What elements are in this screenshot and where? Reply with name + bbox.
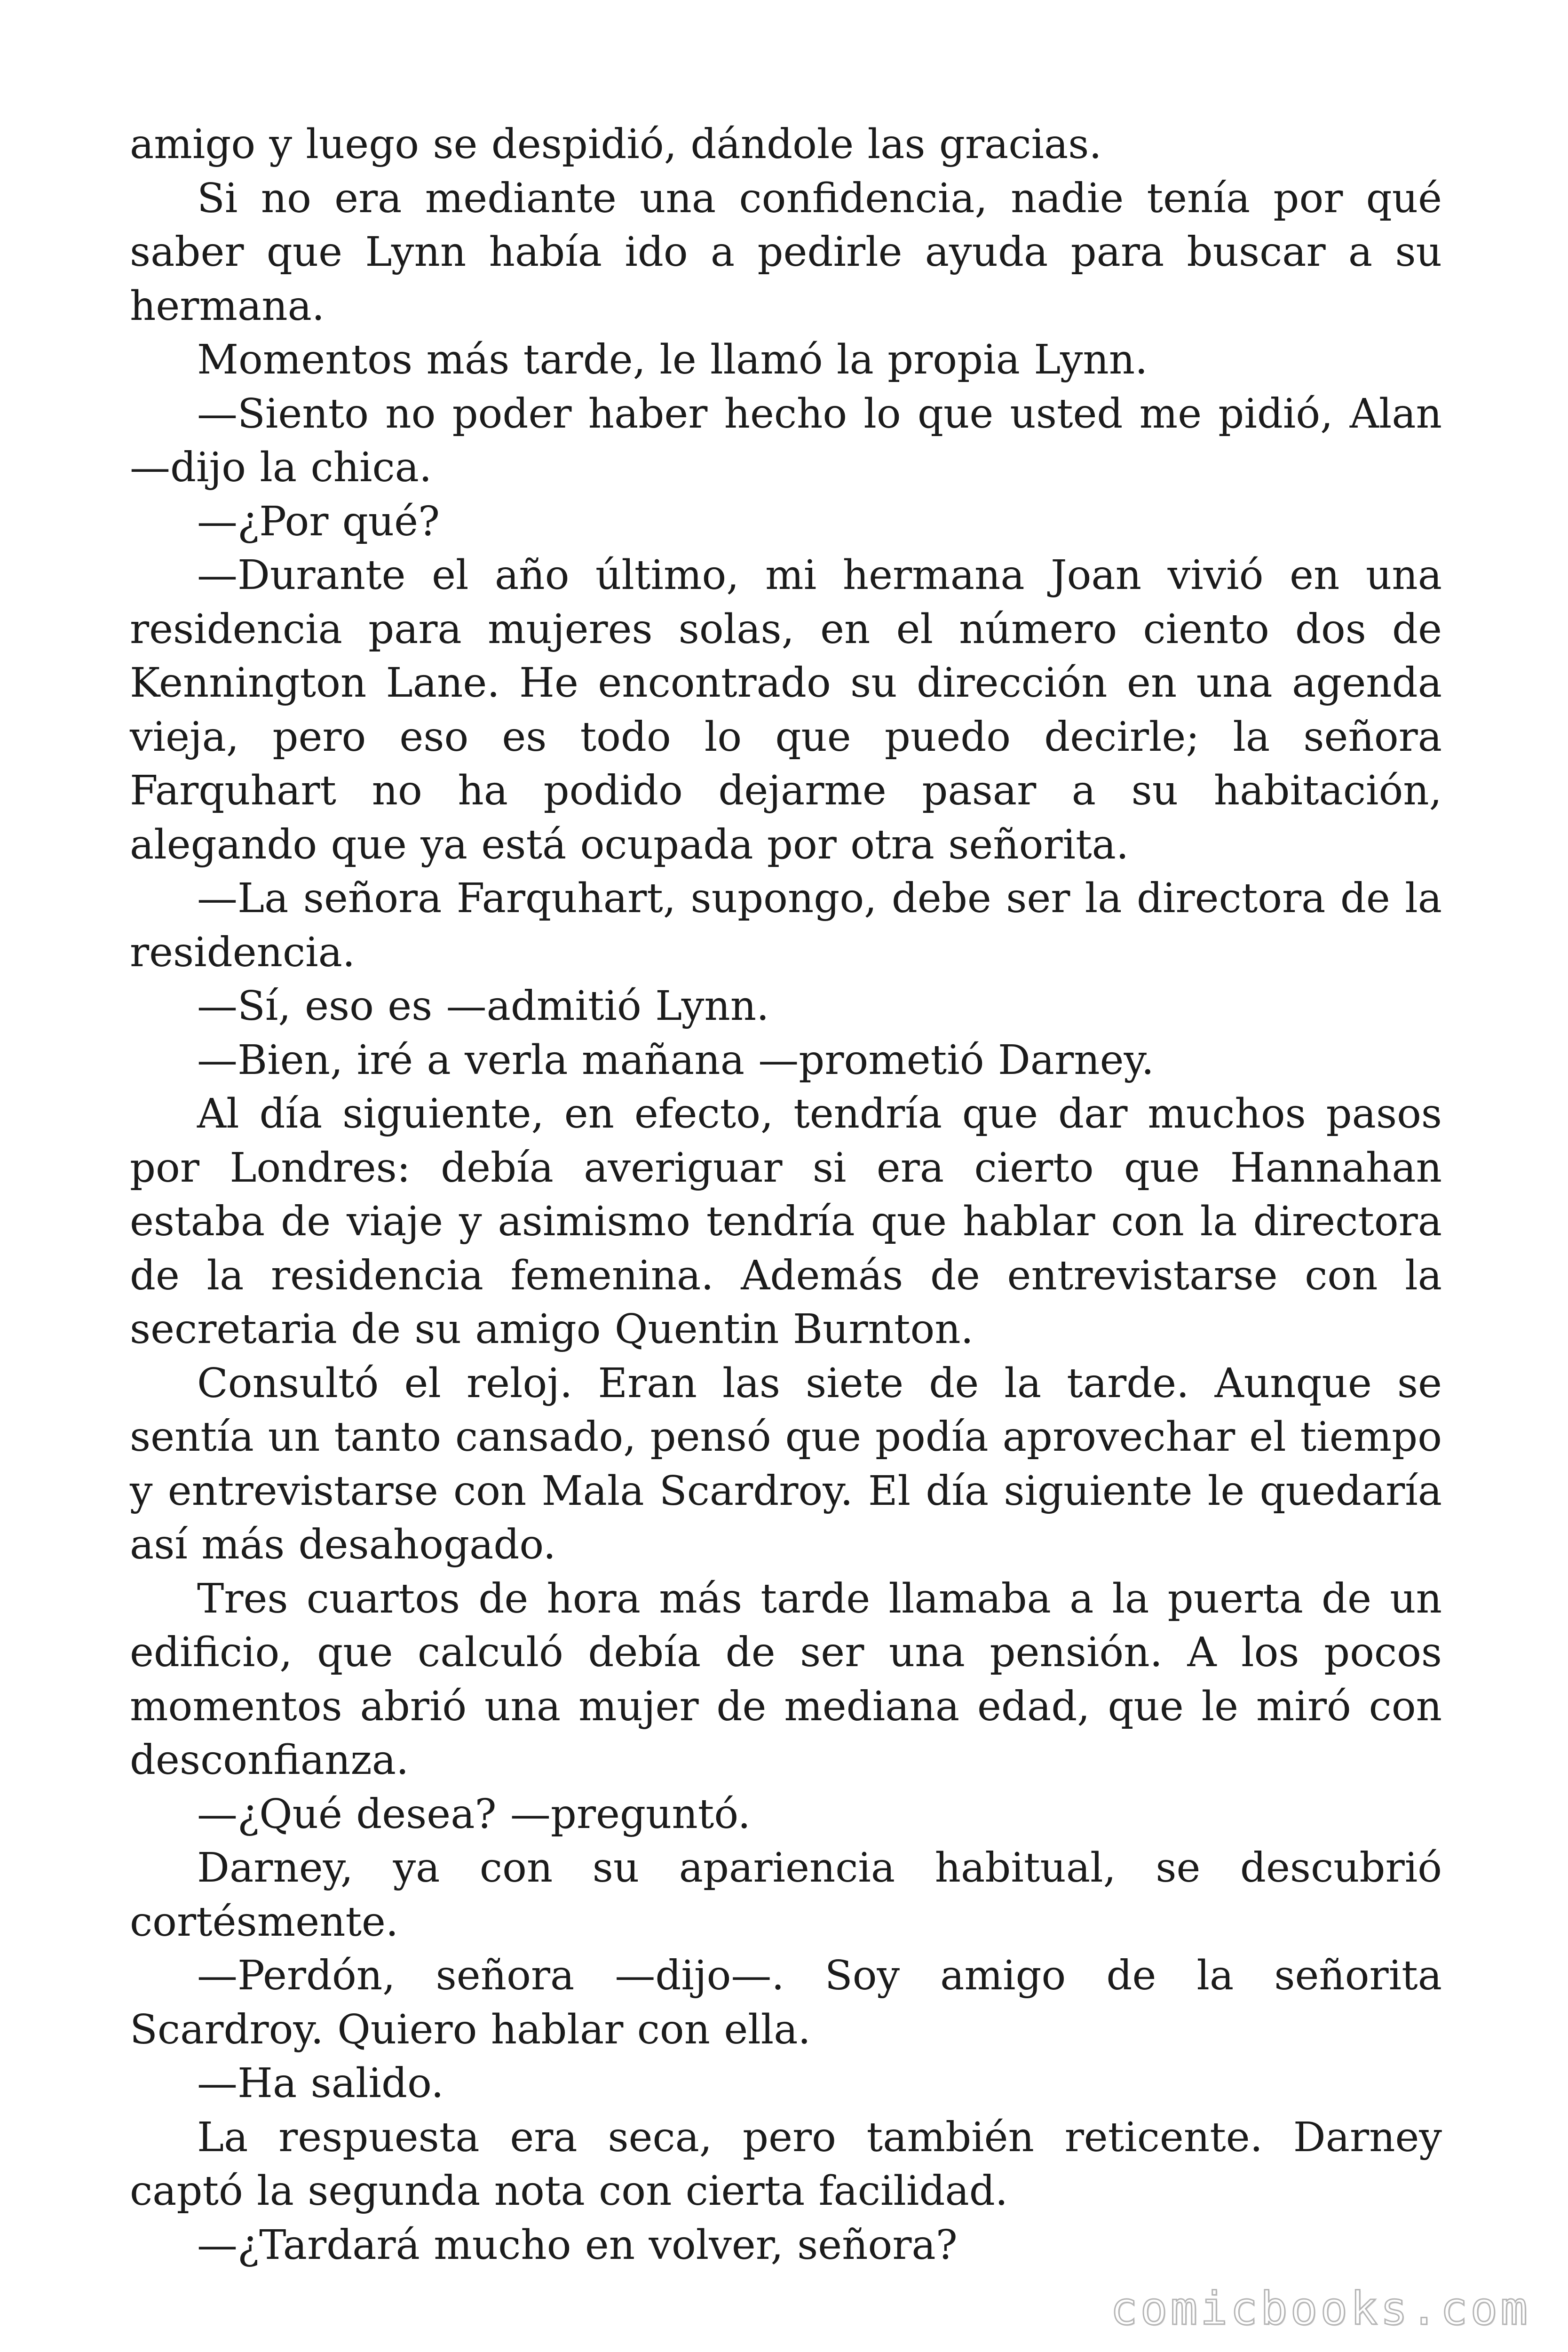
paragraph: Al día siguiente, en efecto, tendría que dar muchos pasos por Londres: debía averiguar si era cierto que Hannahan estaba de viaje y asimismo tendría que hablar con la directora de la residencia femenina. Además de entrevistarse con la secretaria de su amigo Quentin Burnton. xyxy=(130,1090,1442,1353)
paragraph: Tres cuartos de hora más tarde llamaba a la puerta de un edificio, que calculó debía de ser una pensión. A los pocos momentos abrió una mujer de mediana edad, que le miró con desconfianza. xyxy=(130,1575,1442,1784)
paragraph: —Bien, iré a verla mañana —prometió Darney. xyxy=(197,1036,1154,1084)
watermark: comicbooks.com xyxy=(1110,2282,1530,2335)
paragraph: —Ha salido. xyxy=(197,2060,444,2107)
paragraph: —Siento no poder haber hecho lo que usted me pidió, Alan —dijo la chica. xyxy=(130,390,1442,491)
paragraph: —Durante el año último, mi hermana Joan vivió en una residencia para mujeres solas, en el número ciento dos de Kennington Lane. He encontrado su dirección en una agenda vieja, pero eso es todo lo que puedo decirle; la señora Farquhart no ha podido dejarme pasar a su habitación, alegando que ya está ocupada por otra señorita. xyxy=(130,552,1442,868)
paragraph: Si no era mediante una confidencia, nadie tenía por qué saber que Lynn había ido a pedirle ayuda para buscar a su hermana. xyxy=(130,175,1442,330)
paragraph: Momentos más tarde, le llamó la propia Lynn. xyxy=(197,336,1148,383)
paragraph: —Perdón, señora —dijo—. Soy amigo de la señorita Scardroy. Quiero hablar con ella. xyxy=(130,1952,1442,2053)
paragraph: Consultó el reloj. Eran las siete de la tarde. Aunque se sentía un tanto cansado, pensó que podía aprovechar el tiempo y entrevistarse con Mala Scardroy. El día siguiente le quedaría así más desahogado. xyxy=(130,1359,1442,1568)
paragraph: Darney, ya con su apariencia habitual, se descubrió cortésmente. xyxy=(130,1844,1442,1946)
paragraph: —Sí, eso es —admitió Lynn. xyxy=(197,983,769,1030)
paragraph: —¿Tardará mucho en volver, señora? xyxy=(197,2221,958,2269)
paragraph: La respuesta era seca, pero también reticente. Darney captó la segunda nota con cierta facilidad. xyxy=(130,2114,1442,2215)
paragraph: —¿Qué desea? —preguntó. xyxy=(197,1790,751,1838)
page-body xyxy=(130,118,1442,2272)
paragraph: —¿Por qué? xyxy=(197,498,440,545)
paragraph: amigo y luego se despidió, dándole las gracias. xyxy=(130,121,1102,168)
paragraph: —La señora Farquhart, supongo, debe ser la directora de la residencia. xyxy=(130,875,1442,976)
